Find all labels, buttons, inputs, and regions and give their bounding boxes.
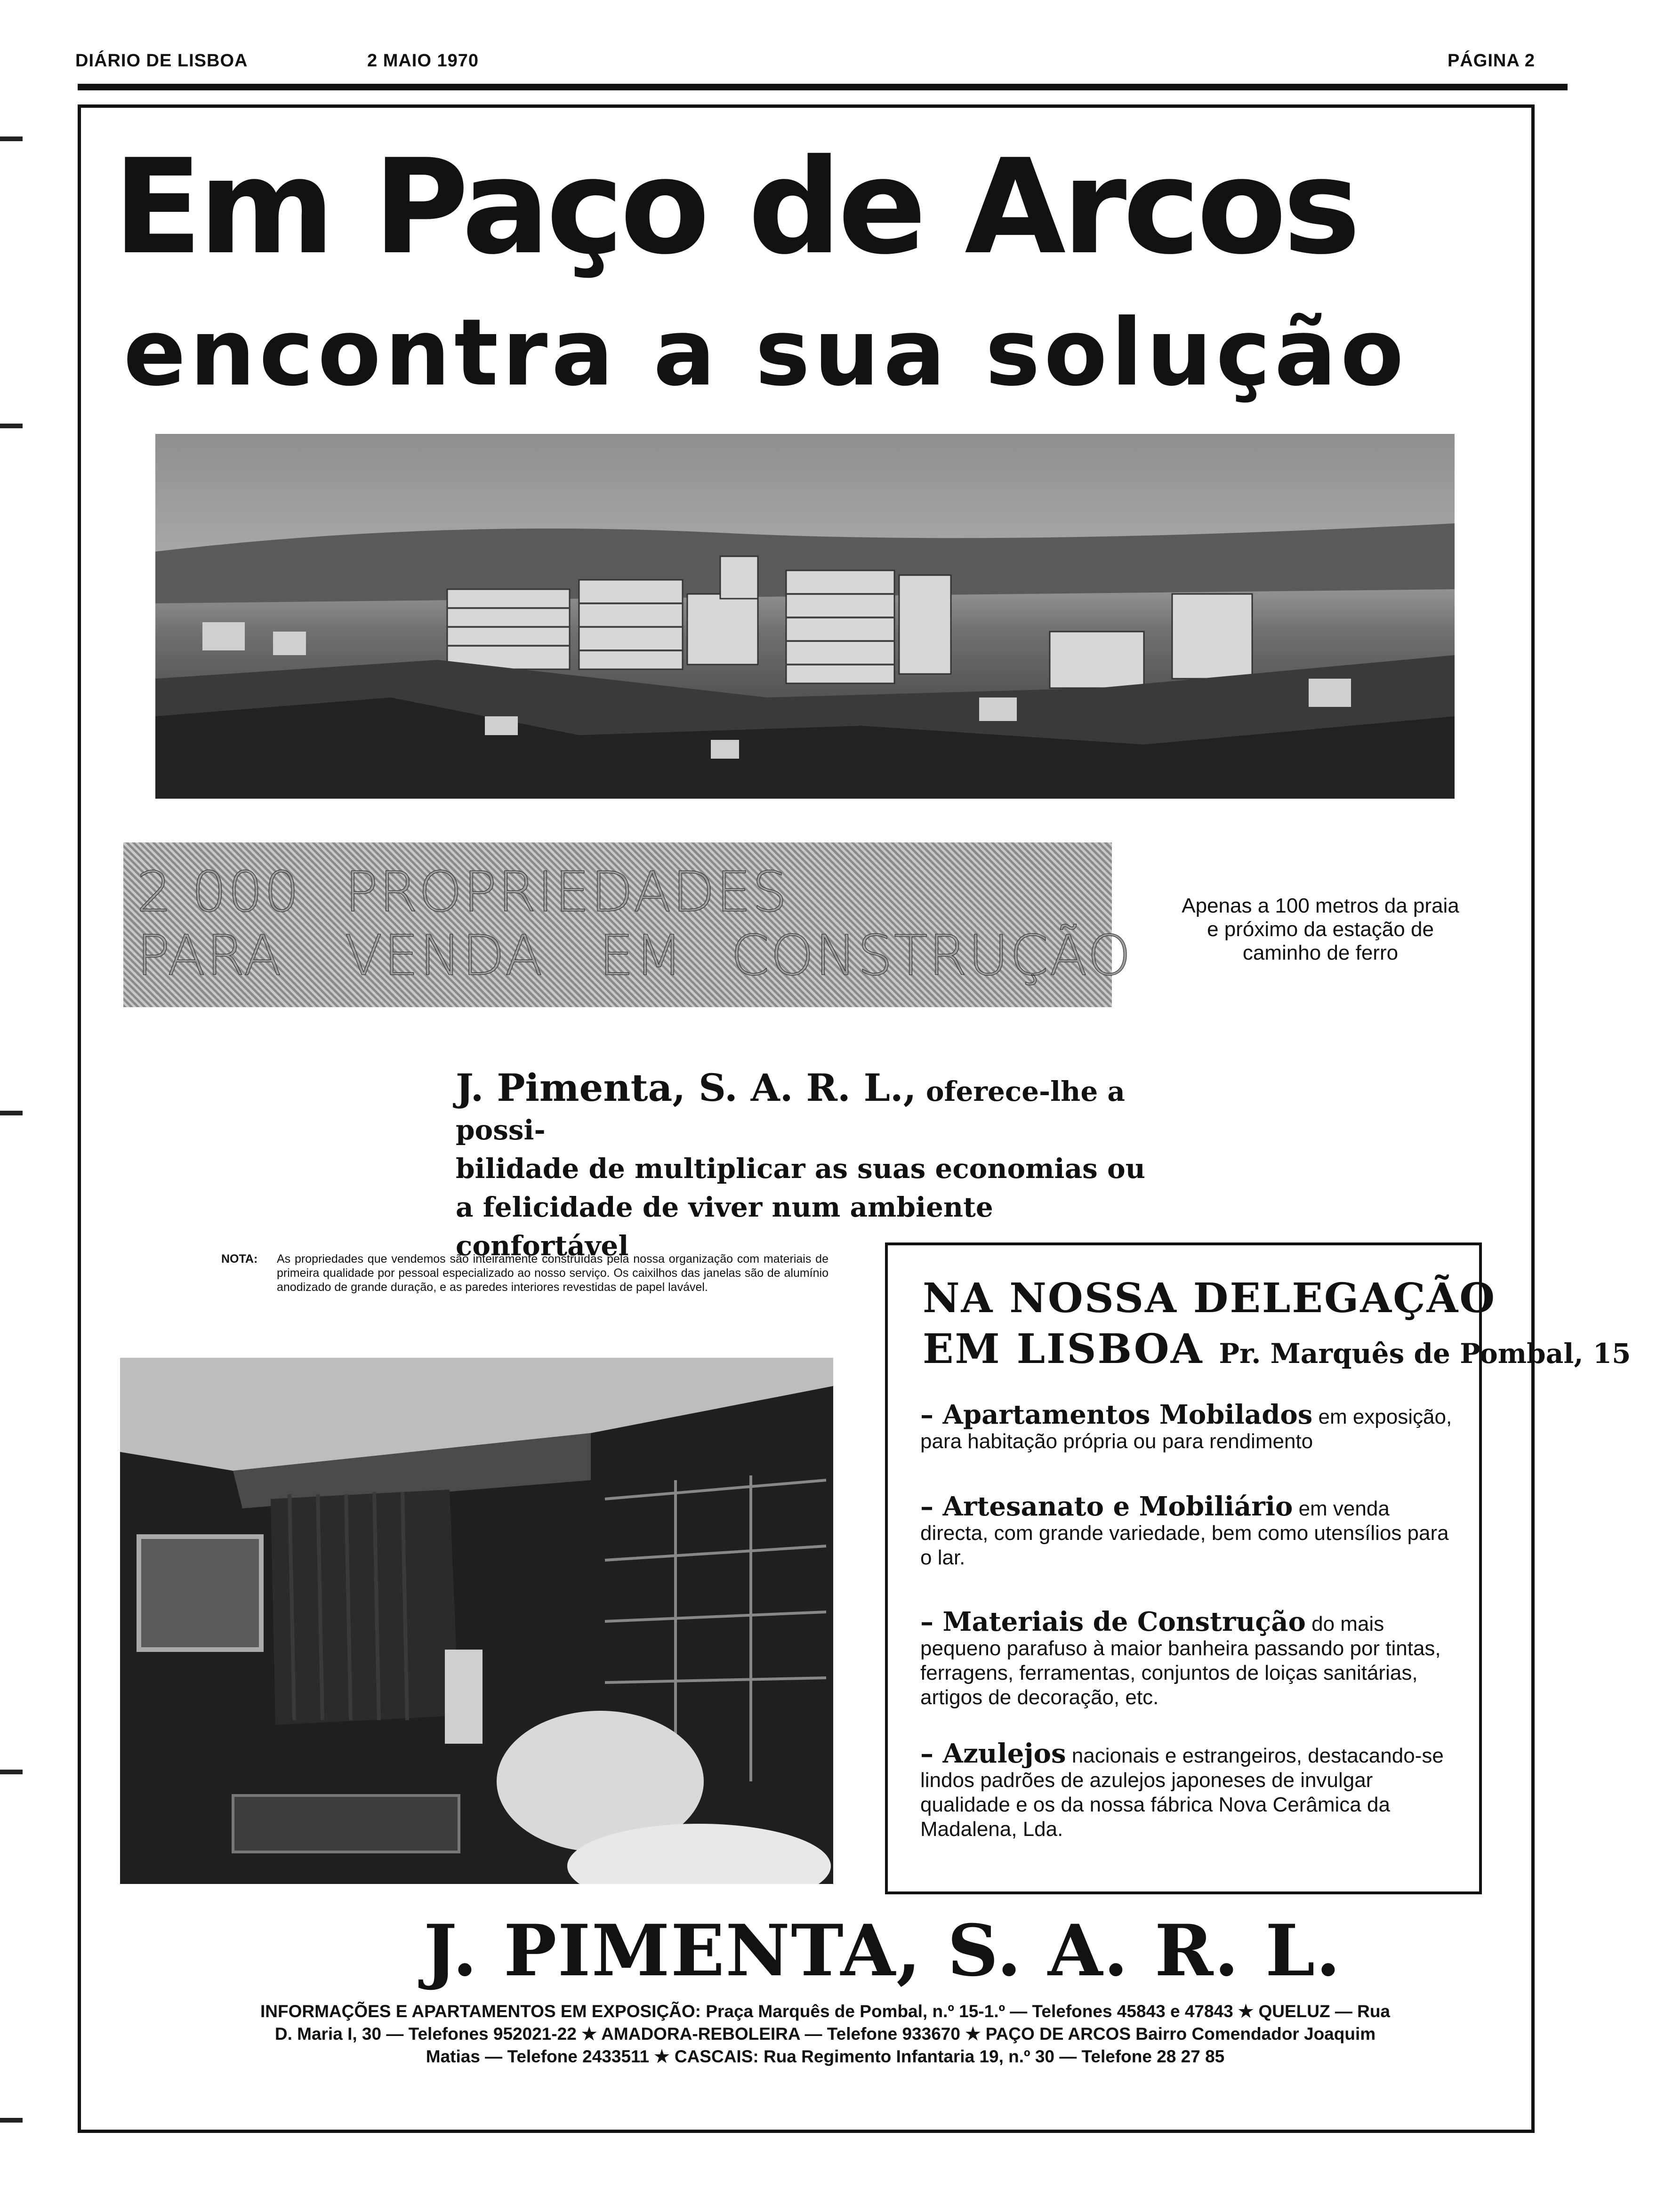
margin-mark: [0, 2118, 23, 2123]
list-item: – Materiais de Construção do mais pequeno parafuso à maior banheira passando por tintas, ferragens, ferramentas, conjuntos de loiças sanitárias, artigos de decoração, etc.: [920, 1606, 1441, 1709]
page-number: PÁGINA 2: [1448, 51, 1536, 71]
banner-word: VENDA: [345, 923, 544, 988]
banner-word: PARA: [137, 923, 283, 988]
nota-label: NOTA:: [221, 1252, 258, 1266]
list-item: – Apartamentos Mobilados em exposição, para habitação própria ou para rendimento: [920, 1399, 1452, 1453]
properties-banner: [123, 842, 1132, 1007]
panorama-photo: [155, 434, 1455, 799]
list-item: – Azulejos nacionais e estrangeiros, destacando-se lindos padrões de azulejos japoneses de invulgar qualidade e os da nossa fábrica Nova Cerâmica da Madalena, Lda.: [920, 1738, 1444, 1841]
location-note: Apenas a 100 metros da praia e próximo da estação de caminho de ferro: [1182, 894, 1459, 964]
headline-main: Em Paço de Arcos: [113, 131, 1357, 283]
intro-text: J. Pimenta, S. A. R. L., oferece-lhe a possi- bilidade de multiplicar as suas economias ou a felicidade de viver num ambiente confortável: [456, 1066, 1145, 1262]
margin-mark: [0, 1770, 23, 1774]
issue-date: 2 MAIO 1970: [367, 51, 479, 71]
nota-text: As propriedades que vendemos são inteiramente construídas pela nossa organização com materiais de primeira qualidade por pessoal especializado ao nosso serviço. Os caixilhos das janelas são de alumínio anodizado de grande duração, e as paredes interiores revestidas de papel lavável.: [277, 1252, 828, 1294]
list-item: – Artesanato e Mobiliário em venda directa, com grande variedade, bem como utensílios para o lar.: [920, 1491, 1449, 1569]
company-name: J. Pimenta, S. A. R. L.,: [456, 1066, 917, 1110]
delegation-title: NA NOSSA DELEGAÇÃO EM LISBOA Pr. Marquês de Pombal, 15: [923, 1274, 1631, 1373]
interior-photo: [120, 1358, 833, 1884]
banner-word: EM: [599, 923, 684, 988]
nota-block: [221, 1252, 828, 1294]
headline-sub: encontra a sua solução: [123, 299, 1408, 407]
margin-mark: [0, 424, 23, 428]
brand-name: J. PIMENTA, S. A. R. L.: [424, 1909, 1342, 1992]
contact-info: INFORMAÇÕES E APARTAMENTOS EM EXPOSIÇÃO: Praça Marquês de Pombal, n.º 15-1.º — Telefones 45843 e 47843 ★ QUELUZ — Rua D. Maria I, 30 — Telefones 952021-22 ★ AMADORA-REBOLEIRA — Telefone 933670 ★ PAÇO DE ARCOS Bairro Comendador Joaquim Matias — Telefone 2433511 ★ CASCAIS: Rua Regimento Infantaria 19, n.º 30 — Telefone 28 27 85: [260, 2002, 1390, 2066]
delegation-address: Pr. Marquês de Pombal, 15: [1219, 1338, 1631, 1370]
banner-word: PROPRIEDADES: [345, 859, 788, 924]
banner-count: 2 000: [137, 859, 300, 924]
margin-mark: [0, 1111, 23, 1115]
banner-word: CONSTRUÇÃO: [731, 923, 1132, 988]
newspaper-name: DIÁRIO DE LISBOA: [75, 51, 248, 71]
header-rule: [78, 84, 1568, 90]
margin-mark: [0, 136, 23, 141]
